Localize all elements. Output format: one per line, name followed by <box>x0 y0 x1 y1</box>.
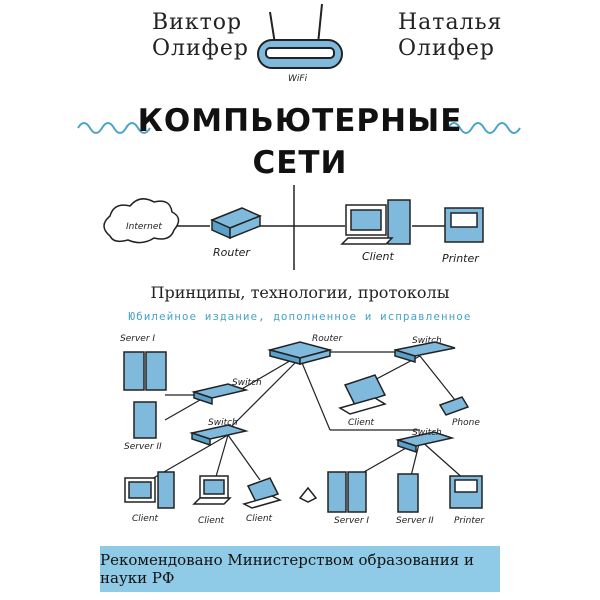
laptop-client-label: Client <box>348 418 375 428</box>
client-label: Client <box>362 250 394 263</box>
author-left-last-name: Олифер <box>152 36 249 61</box>
printer-device-icon <box>445 208 483 242</box>
author-right-first-name: Наталья <box>398 10 503 35</box>
center-router-icon <box>270 342 330 364</box>
server-two-label: Server II <box>124 442 162 452</box>
bottom-client-1-label: Client <box>132 514 159 524</box>
bottom-server-one-label: Server I <box>334 516 370 526</box>
switch-mid-left-label: Switch <box>232 378 262 388</box>
router-device-icon <box>212 208 260 238</box>
publisher-logo-icon <box>300 488 316 502</box>
network-links <box>150 352 465 480</box>
author-right-last-name: Олифер <box>398 36 495 61</box>
router-label: Router <box>213 246 250 259</box>
title-line-2: СЕТИ <box>252 145 348 181</box>
phone-icon <box>440 397 468 415</box>
router-center-label: Router <box>312 334 343 344</box>
laptop-client-icon <box>340 375 385 414</box>
internet-label: Internet <box>126 222 162 232</box>
bottom-server-two-icon <box>398 474 418 512</box>
wifi-router-icon <box>258 4 342 68</box>
bottom-client-pc-icon <box>125 472 174 508</box>
recommendation-bar <box>100 546 500 592</box>
subtitle: Принципы, технологии, протоколы <box>150 283 450 302</box>
server-one-icon <box>124 352 166 390</box>
server-two-icon <box>134 402 156 438</box>
client-pc-icon <box>342 200 410 244</box>
edition-note: Юбилейное издание, дополненное и исправленное <box>128 310 472 323</box>
internet-cloud-icon <box>104 199 179 243</box>
title-line-1: КОМПЬЮТЕРНЫЕ <box>137 103 463 139</box>
bottom-printer-label: Printer <box>454 516 485 526</box>
bottom-client-laptop-icon <box>244 478 280 508</box>
server-one-label: Server I <box>120 334 156 344</box>
bottom-server-one-icon <box>328 472 366 512</box>
switch-bottom-right-label: Switch <box>412 428 442 438</box>
author-left-first-name: Виктор <box>152 10 243 35</box>
switch-low-left-label: Switch <box>208 418 238 428</box>
wifi-label: WiFi <box>288 74 308 84</box>
bottom-client-3-label: Client <box>246 514 273 524</box>
bottom-client-2-label: Client <box>198 516 225 526</box>
switch-top-right-label: Switch <box>412 336 442 346</box>
bottom-printer-icon <box>450 476 482 508</box>
phone-label: Phone <box>452 418 480 428</box>
printer-label: Printer <box>442 252 479 265</box>
bottom-client-desktop-icon <box>194 476 230 504</box>
recommendation-text: Рекомендовано Министерством образования и науки РФ <box>100 551 474 587</box>
switch-low-left-icon <box>192 425 246 445</box>
bottom-server-two-label: Server II <box>396 516 434 526</box>
